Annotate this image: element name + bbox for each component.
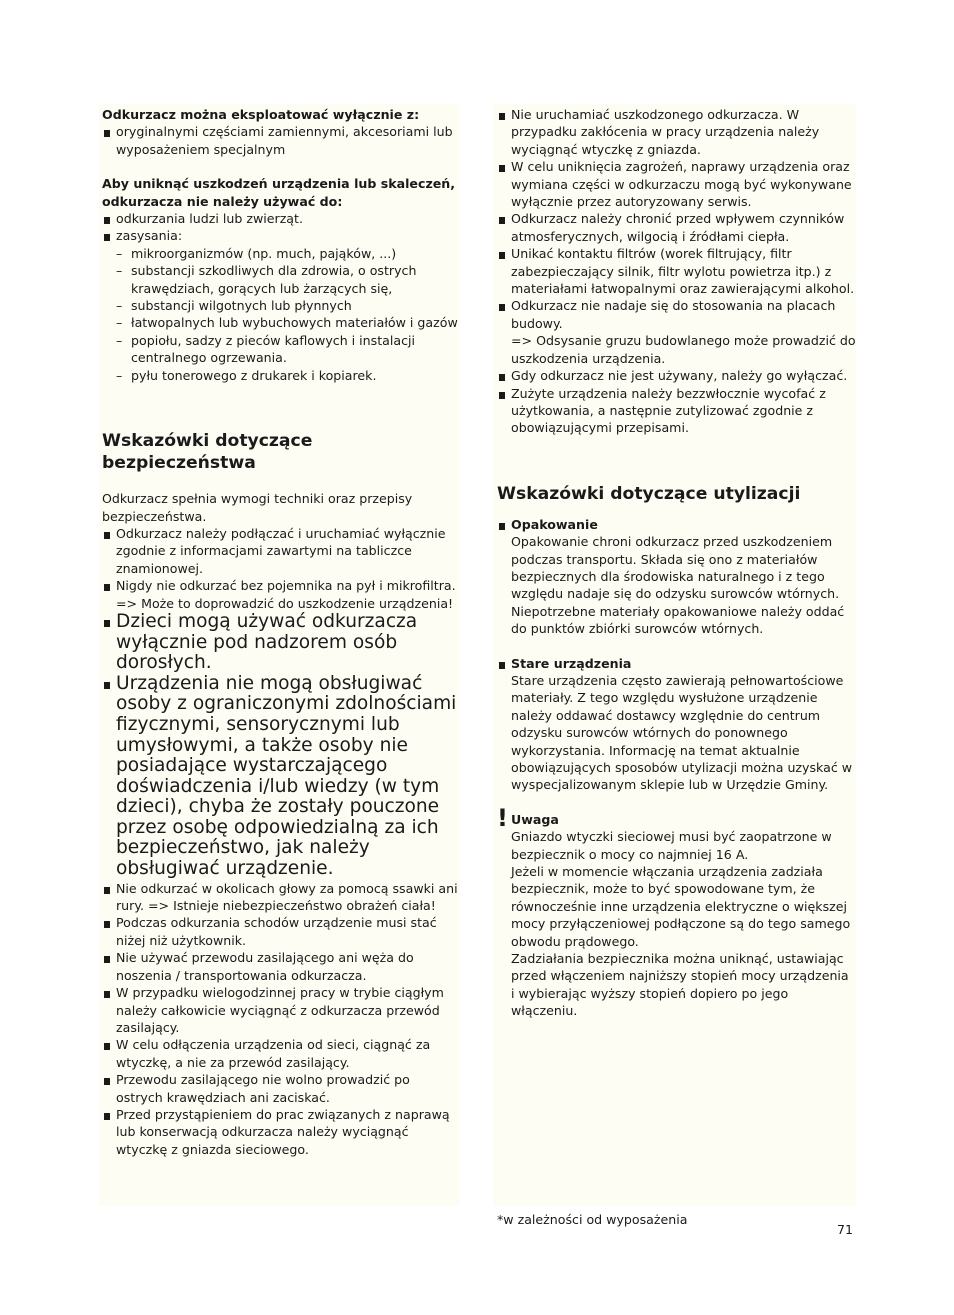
old-devices-heading: Stare urządzenia	[497, 655, 856, 672]
list-item: W celu odłączenia urządzenia od sieci, ciągnąć za wtyczkę, a nie za przewód zasilający.	[102, 1036, 460, 1071]
list-item: W przypadku wielogodzinnej pracy w trybie ciągłym należy całkowicie wyciągnąć z odkurzacza przewód zasilający.	[102, 984, 460, 1036]
list-item: Odkurzacz należy podłączać i uruchamiać wyłącznie zgodnie z informacjami zawartymi na tabliczce znamionowej.	[102, 525, 460, 577]
sub-list-item: – pyłu tonerowego z drukarek i kopiarek.	[102, 367, 460, 384]
list-item: Unikać kontaktu filtrów (worek filtrujący, filtr zabezpieczający silnik, filtr wylotu powietrza itp.) z materiałami łatwopalnymi oraz zawierającymi alkohol.	[497, 245, 856, 297]
warning-text: Gniazdo wtyczki sieciowej musi być zaopatrzone w bezpiecznik o mocy co najmniej 16 A. Jeżeli w momencie włączania urządzenia zadziała bezpiecznik, może to być spowodowane tym, że równocześnie inne urządzenia elektryczne o większej mocy przyłączeniowej podłączone są do tego samego obwodu prądowego. Zadziałania bezpiecznika można uniknąć, ustawiając przed włączeniem najniższy stopień mocy urządzenia i wybierając wyższy stopień dopiero po jego włączeniu.	[511, 829, 851, 1019]
safety-intro: Odkurzacz spełnia wymogi techniki oraz przepisy bezpieczeństwa.	[102, 491, 413, 524]
old-devices-text: Stare urządzenia często zawierają pełnowartościowe materiały. Z tego względu wysłużone urządzenie należy oddawać dostawcy względnie do centrum odzysku surowców wtórnych do ponownego wykorzystania. Informację na temat aktualnie obowiązujących sposobów utylizacji można uzyskać w wyspecjalizowanym sklepie lub w Urzędzie Gminy.	[511, 672, 853, 793]
list-item: odkurzania ludzi lub zwierząt.	[102, 210, 460, 227]
list-item: Gdy odkurzacz nie jest używany, należy go wyłączać.	[497, 367, 856, 384]
sub-list-item: – substancji wilgotnych lub płynnych	[102, 297, 460, 314]
disposal-section-title: Wskazówki dotyczące utylizacji	[497, 483, 801, 504]
list-item: Odkurzacz nie nadaje się do stosowania na placach budowy. => Odsysanie gruzu budowlanego może prowadzić do uszkodzenia urządzenia.	[497, 297, 856, 367]
list-item: Nie używać przewodu zasilającego ani węża do noszenia / transportowania odkurzacza.	[102, 949, 460, 984]
list-item: oryginalnymi częściami zamiennymi, akcesoriami lub wyposażeniem specjalnym	[102, 123, 460, 158]
list-item: Nie uruchamiać uszkodzonego odkurzacza. W przypadku zakłócenia w pracy urządzenia należy wyciągnąć wtyczkę z gniazda.	[497, 106, 856, 158]
list-item: Przewodu zasilającego nie wolno prowadzić po ostrych krawędziach ani zaciskać.	[102, 1071, 460, 1106]
right-column	[493, 104, 856, 1206]
packaging-heading: Opakowanie	[497, 516, 856, 533]
emphasized-list-item: Urządzenia nie mogą obsługiwać osoby z ograniczonymi zdolnościami fizycznymi, sensorycznymi lub umysłowymi, a także osoby nie posiadające wystarczającego doświadczenia i/lub wiedzy (w tym dzieci), chyba że zostały pouczone przez osobę odpowiedzialną za ich bezpieczeństwo, jak należy obsługiwać urządzenie.	[102, 674, 460, 880]
list-item: Odkurzacz należy chronić przed wpływem czynników atmosferycznych, wilgocią i źródłami ciepła.	[497, 210, 856, 245]
list-item: Nie odkurzać w okolicach głowy za pomocą ssawki ani rury. => Istnieje niebezpieczeństwo obrażeń ciała!	[102, 880, 460, 915]
sub-list-item: – mikroorganizmów (np. much, pająków, ...)	[102, 245, 460, 262]
packaging-text: Opakowanie chroni odkurzacz przed uszkodzeniem podczas transportu. Składa się ono z materiałów bezpiecznych dla środowiska naturalnego i z tego względu nadaje się do odzysku surowców wtórnych. Niepotrzebne materiały opakowaniowe należy oddać do punktów zbiórki surowców wtórnych.	[511, 534, 845, 637]
emphasized-list-item: Dzieci mogą używać odkurzacza wyłącznie pod nadzorem osób dorosłych.	[102, 612, 460, 674]
sub-list-item: – łatwopalnych lub wybuchowych materiałów i gazów	[102, 314, 460, 331]
list-item: Przed przystąpieniem do prac związanych z naprawą lub konserwacją odkurzacza należy wyciągnąć wtyczkę z gniazda sieciowego.	[102, 1106, 460, 1158]
footnote: *w zależności od wyposażenia	[497, 1212, 688, 1227]
warning-block	[497, 803, 856, 1020]
warning-heading: Uwaga	[511, 811, 559, 827]
exclamation-icon: !	[497, 803, 508, 832]
sub-list-item: – popiołu, sadzy z pieców kaflowych i instalacji centralnego ogrzewania.	[102, 332, 460, 367]
list-item: Nigdy nie odkurzać bez pojemnika na pył i mikrofiltra. => Może to doprowadzić do uszkodzenie urządzenia!	[102, 577, 460, 612]
list-item: Zużyte urządzenia należy bezzwłocznie wycofać z użytkowania, a następnie zutylizować zgodnie z obowiązującymi przepisami.	[497, 385, 856, 437]
avoid-heading: Aby uniknąć uszkodzeń urządzenia lub skaleczeń, odkurzacza nie należy używać do:	[102, 176, 456, 209]
list-item: W celu uniknięcia zagrożeń, naprawy urządzenia oraz wymiana części w odkurzaczu mogą być wykonywane wyłącznie przez autoryzowany serwis.	[497, 158, 856, 210]
left-column	[99, 104, 460, 1206]
intro-heading: Odkurzacz można eksploatować wyłącznie z:	[102, 107, 420, 122]
safety-section-title: Wskazówki dotyczące bezpieczeństwa	[102, 431, 313, 474]
list-item: Podczas odkurzania schodów urządzenie musi stać niżej niż użytkownik.	[102, 914, 460, 949]
list-item: zasysania:	[102, 227, 460, 244]
sub-list-item: – substancji szkodliwych dla zdrowia, o ostrych krawędziach, gorących lub żarzących się,	[102, 262, 460, 297]
page-number: 71	[837, 1222, 854, 1237]
